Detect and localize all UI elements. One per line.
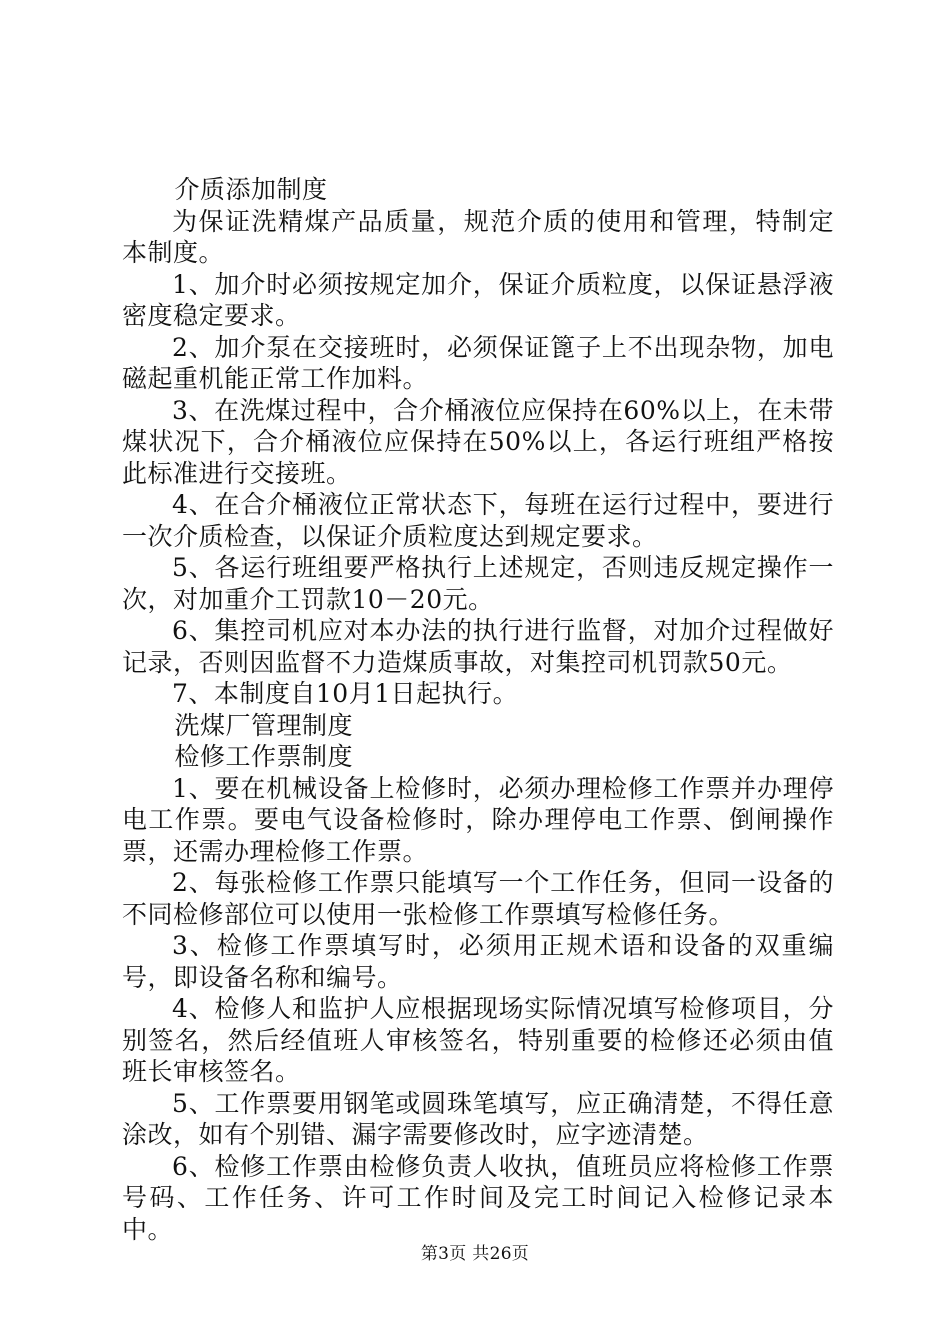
paragraph-rule-7: 7、本制度自10月1日起执行。 — [172, 679, 519, 708]
page-number-label: 第3页 共26页 — [420, 1244, 530, 1264]
section-title-work-ticket: 检修工作票制度 — [174, 742, 354, 771]
paragraph-ticket-rule-4: 4、检修人和监护人应根据现场实际情况填写检修项目，分别签名，然后经值班人审核签名，特别重要的检修还必须由值班长审核签名。 — [122, 994, 834, 1086]
paragraph-rule-5: 5、各运行班组要严格执行上述规定，否则违反规定操作一次，对加重介工罚款10－20元。 — [122, 553, 834, 614]
paragraph-rule-1: 1、加介时必须按规定加介，保证介质粒度，以保证悬浮液密度稳定要求。 — [122, 269, 834, 330]
paragraph-rule-3: 3、在洗煤过程中，合介桶液位应保持在60%以上，在未带煤状况下，合介桶液位应保持在50%以上，各运行班组严格按此标准进行交接班。 — [122, 395, 834, 488]
section-title-medium-addition: 介质添加制度 — [174, 175, 328, 204]
paragraph-ticket-rule-1: 1、要在机械设备上检修时，必须办理检修工作票并办理停电工作票。要电气设备检修时，除办理停电工作票、倒闸操作票，还需办理检修工作票。 — [122, 773, 834, 866]
paragraph-rule-6: 6、集控司机应对本办法的执行进行监督，对加介过程做好记录，否则因监督不力造煤质事故，对集控司机罚款50元。 — [122, 616, 834, 677]
paragraph-ticket-rule-2: 2、每张检修工作票只能填写一个工作任务，但同一设备的不同检修部位可以使用一张检修工作票填写检修任务。 — [122, 868, 834, 929]
document-body — [122, 174, 834, 1245]
paragraph-ticket-rule-3: 3、检修工作票填写时，必须用正规术语和设备的双重编号，即设备名称和编号。 — [122, 931, 834, 992]
paragraph-ticket-rule-6: 6、检修工作票由检修负责人收执，值班员应将检修工作票号码、工作任务、许可工作时间及完工时间记入检修记录本中。 — [122, 1151, 834, 1244]
paragraph-ticket-rule-5: 5、工作票要用钢笔或圆珠笔填写，应正确清楚，不得任意涂改，如有个别错、漏字需要修改时，应字迹清楚。 — [122, 1088, 834, 1149]
section-title-plant-management: 洗煤厂管理制度 — [174, 710, 354, 740]
page-footer — [0, 1244, 950, 1264]
paragraph-rule-4: 4、在合介桶液位正常状态下，每班在运行过程中，要进行一次介质检查，以保证介质粒度达到规定要求。 — [122, 490, 834, 551]
paragraph-rule-2: 2、加介泵在交接班时，必须保证篦子上不出现杂物，加电磁起重机能正常工作加料。 — [122, 332, 834, 393]
paragraph-intro: 为保证洗精煤产品质量，规范介质的使用和管理，特制定本制度。 — [122, 206, 834, 267]
